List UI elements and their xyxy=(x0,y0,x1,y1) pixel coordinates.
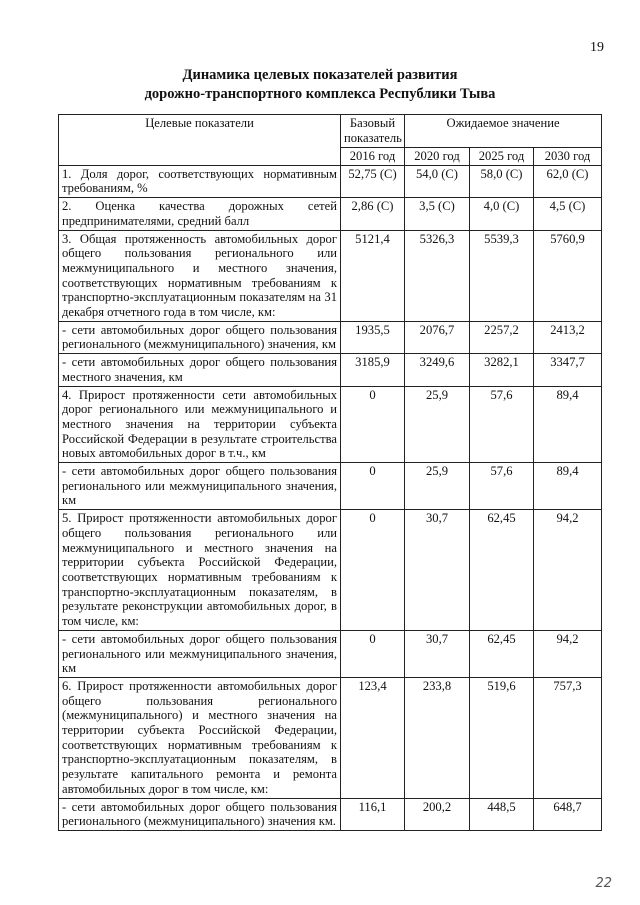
header-year-2016: 2016 год xyxy=(341,148,405,166)
indicator-value: 3185,9 xyxy=(341,354,405,386)
table-row xyxy=(59,230,602,321)
indicator-value: 0 xyxy=(341,630,405,677)
indicator-value: 2,86 (С) xyxy=(341,198,405,230)
indicator-value: 5121,4 xyxy=(341,230,405,321)
table-row xyxy=(59,354,602,386)
handwritten-page-mark: 22 xyxy=(595,876,612,891)
indicator-value: 448,5 xyxy=(470,798,534,830)
table-row xyxy=(59,198,602,230)
indicator-value: 2076,7 xyxy=(405,321,470,353)
indicator-value: 0 xyxy=(341,386,405,463)
indicator-value: 89,4 xyxy=(534,463,602,510)
indicator-value: 62,0 (С) xyxy=(534,165,602,197)
header-year-2030: 2030 год xyxy=(534,148,602,166)
indicator-value: 30,7 xyxy=(405,630,470,677)
indicator-value: 4,5 (С) xyxy=(534,198,602,230)
indicator-value: 54,0 (С) xyxy=(405,165,470,197)
indicator-value: 233,8 xyxy=(405,677,470,798)
indicator-value: 89,4 xyxy=(534,386,602,463)
indicator-value: 3282,1 xyxy=(470,354,534,386)
indicator-value: 200,2 xyxy=(405,798,470,830)
table-row xyxy=(59,798,602,830)
document-title xyxy=(0,66,640,104)
indicator-name: 2. Оценка качества дорожных сетей предпринимателями, средний балл xyxy=(59,198,341,230)
indicator-value: 5539,3 xyxy=(470,230,534,321)
indicator-value: 57,6 xyxy=(470,386,534,463)
indicator-value: 94,2 xyxy=(534,510,602,631)
indicator-name: 5. Прирост протяженности автомобильных дорог общего пользования регионального или межмуниципального и местного значения на территории субъекта Российской Федерации, соответствующих нормативным требованиям к транспортно-эксплуатационным показателям, в результате реконструкции автомобильных дорог, в том числе, км: xyxy=(59,510,341,631)
indicator-value: 3249,6 xyxy=(405,354,470,386)
indicator-value: 25,9 xyxy=(405,463,470,510)
indicator-value: 25,9 xyxy=(405,386,470,463)
indicator-value: 116,1 xyxy=(341,798,405,830)
indicator-value: 5760,9 xyxy=(534,230,602,321)
indicator-name: - сети автомобильных дорог общего пользования регионального или межмуниципального значения, км xyxy=(59,630,341,677)
indicator-value: 62,45 xyxy=(470,630,534,677)
indicator-name: - сети автомобильных дорог общего пользования регионального или межмуниципального значения, км xyxy=(59,463,341,510)
indicator-name: 6. Прирост протяженности автомобильных дорог общего пользования регионального (межмуниципального) и местного значения на территории субъекта Российской Федерации, соответствующих нормативным требованиям к транспортно-эксплуатационным показателям, в результате капитального ремонта и ремонта автомобильных дорог в том числе, км: xyxy=(59,677,341,798)
table-row xyxy=(59,165,602,197)
indicator-value: 648,7 xyxy=(534,798,602,830)
table-row xyxy=(59,677,602,798)
indicator-value: 57,6 xyxy=(470,463,534,510)
indicator-value: 0 xyxy=(341,510,405,631)
table-row xyxy=(59,463,602,510)
page-number: 19 xyxy=(590,40,604,55)
indicator-value: 52,75 (С) xyxy=(341,165,405,197)
indicator-name: - сети автомобильных дорог общего пользования регионального (межмуниципального) значения км. xyxy=(59,798,341,830)
table-header xyxy=(59,115,602,166)
indicator-name: 1. Доля дорог, соответствующих нормативным требованиям, % xyxy=(59,165,341,197)
indicator-value: 4,0 (С) xyxy=(470,198,534,230)
indicator-value: 58,0 (С) xyxy=(470,165,534,197)
indicator-name: 3. Общая протяженность автомобильных дорог общего пользования регионального или межмуниципального и местного значения, соответствующих нормативным требованиям к транспортно-эксплуатационным показателям на 31 декабря отчетного года в том числе, км: xyxy=(59,230,341,321)
header-expected: Ожидаемое значение xyxy=(405,115,602,148)
indicator-value: 1935,5 xyxy=(341,321,405,353)
table-row xyxy=(59,321,602,353)
indicator-value: 3347,7 xyxy=(534,354,602,386)
table-row xyxy=(59,510,602,631)
indicator-value: 5326,3 xyxy=(405,230,470,321)
indicator-value: 757,3 xyxy=(534,677,602,798)
indicators-table xyxy=(58,114,602,831)
indicator-name: - сети автомобильных дорог общего пользования регионального (межмуниципального) значения, км xyxy=(59,321,341,353)
header-indicators: Целевые показатели xyxy=(59,115,341,166)
header-year-2025: 2025 год xyxy=(470,148,534,166)
title-line-2: дорожно-транспортного комплекса Республики Тыва xyxy=(144,86,496,102)
title-line-1: Динамика целевых показателей развития xyxy=(182,67,458,83)
indicator-value: 0 xyxy=(341,463,405,510)
indicator-value: 2413,2 xyxy=(534,321,602,353)
table-row xyxy=(59,386,602,463)
indicator-name: - сети автомобильных дорог общего пользования местного значения, км xyxy=(59,354,341,386)
indicator-name: 4. Прирост протяженности сети автомобильных дорог регионального или межмуниципального и местного значения на территории субъекта Российской Федерации в результате строительства новых автомобильных дорог в т.ч., км xyxy=(59,386,341,463)
indicator-value: 62,45 xyxy=(470,510,534,631)
header-base: Базовый показатель xyxy=(341,115,405,148)
indicator-value: 2257,2 xyxy=(470,321,534,353)
indicator-value: 30,7 xyxy=(405,510,470,631)
header-year-2020: 2020 год xyxy=(405,148,470,166)
table-body xyxy=(59,165,602,830)
table-row xyxy=(59,630,602,677)
indicator-value: 3,5 (С) xyxy=(405,198,470,230)
indicator-value: 123,4 xyxy=(341,677,405,798)
indicator-value: 94,2 xyxy=(534,630,602,677)
indicator-value: 519,6 xyxy=(470,677,534,798)
